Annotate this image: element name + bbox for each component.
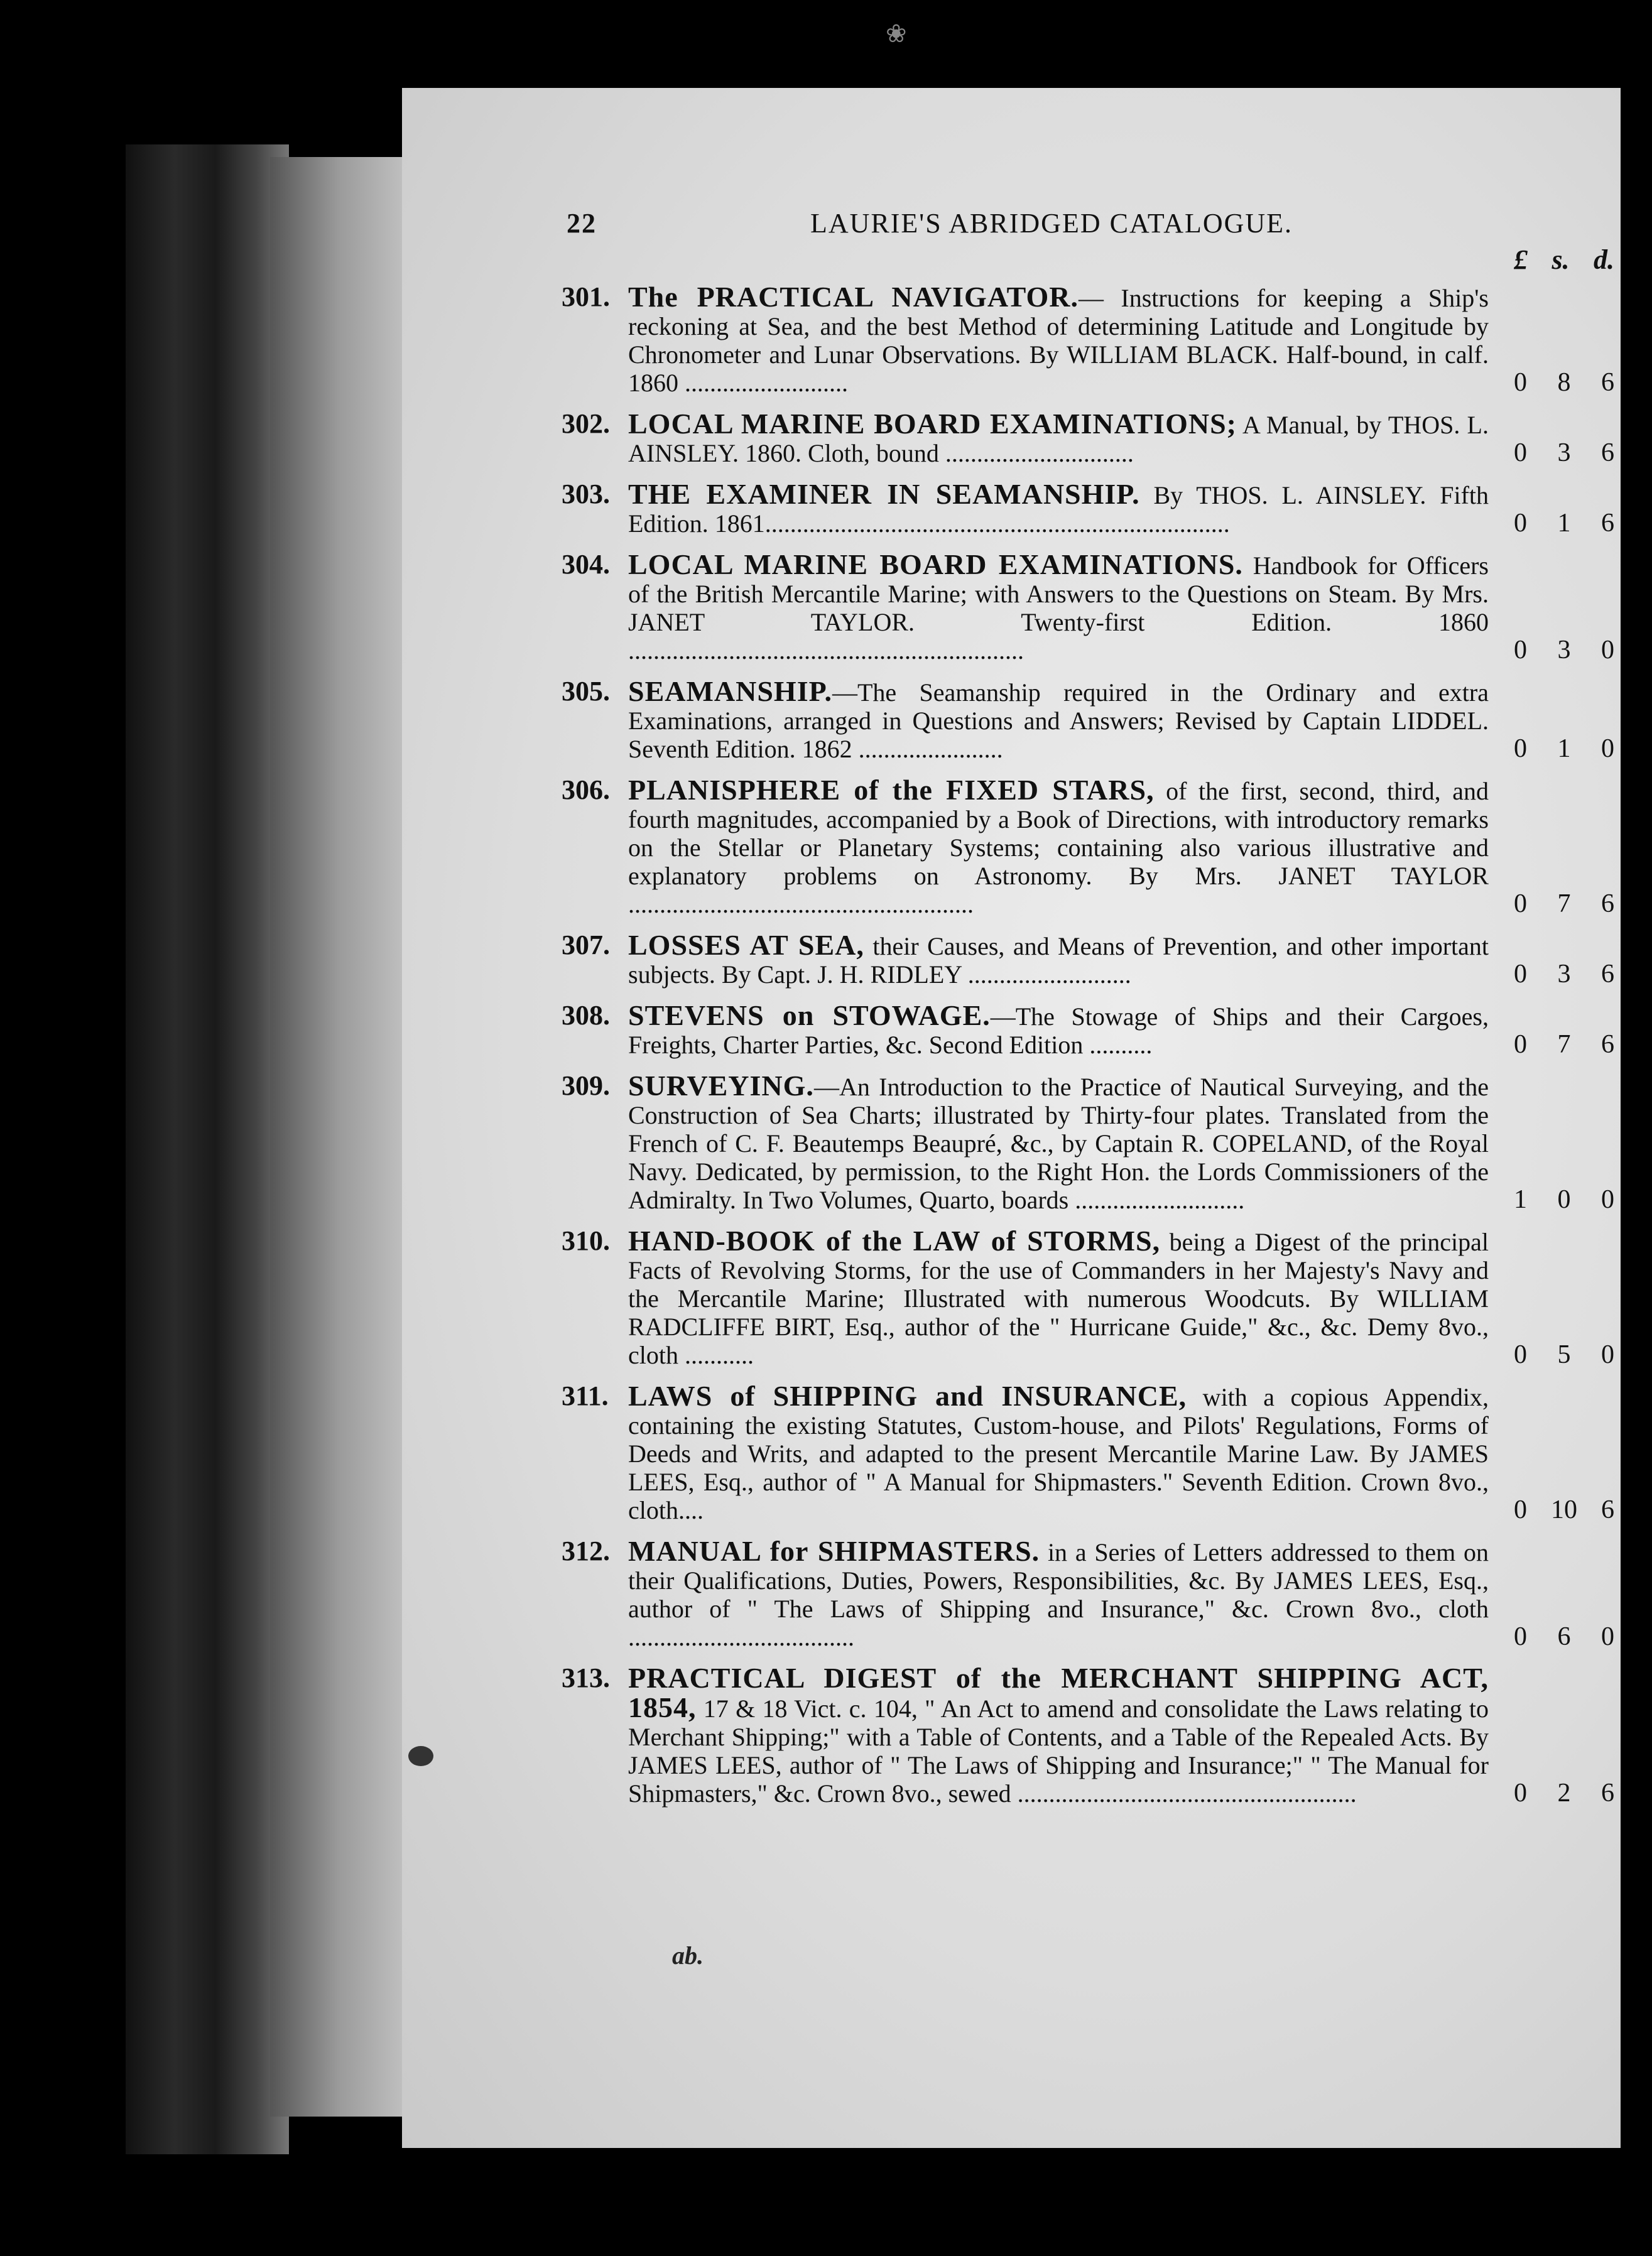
entry-text: Handbook for Officers of the British Mercantile Marine; with Answers to the Questions on Steam. By Mrs. JANET TAYLOR. Twenty-first Edition. 1860 ............................................................... xyxy=(628,551,1489,664)
entry-price xyxy=(1514,636,1614,664)
price-pence: 6 xyxy=(1601,889,1614,918)
price-pence: 0 xyxy=(1601,1622,1614,1651)
entry-price xyxy=(1514,369,1614,397)
signature-mark: ab. xyxy=(672,1941,704,1970)
price-pence: 6 xyxy=(1601,1030,1614,1059)
price-pounds: 0 xyxy=(1514,1779,1527,1808)
entry-title: LOCAL MARINE BOARD EXAMINATIONS. xyxy=(628,548,1243,580)
price-pounds: 0 xyxy=(1514,1340,1527,1369)
entry-description xyxy=(628,931,1489,989)
running-header xyxy=(559,207,1614,251)
price-shillings: 3 xyxy=(1557,636,1571,664)
price-pence: 0 xyxy=(1601,1185,1614,1214)
entry-number: 311. xyxy=(562,1380,609,1411)
entry-text: A Manual, by THOS. L. AINSLEY. 1860. Cloth, bound .............................. xyxy=(628,411,1489,467)
entry-number: 313. xyxy=(562,1662,610,1693)
entry-number: 302. xyxy=(562,408,610,439)
book-spine xyxy=(126,144,289,2154)
price-pence: 6 xyxy=(1601,438,1614,467)
entry-description xyxy=(628,409,1489,467)
catalogue-entry xyxy=(559,409,1614,467)
price-shillings: 8 xyxy=(1557,368,1571,397)
price-pounds: 0 xyxy=(1514,889,1527,918)
entry-price xyxy=(1514,1623,1614,1651)
entry-number: 312. xyxy=(562,1536,610,1566)
entry-number: 308. xyxy=(562,1000,610,1031)
price-pounds: 0 xyxy=(1514,636,1527,664)
entry-description xyxy=(628,677,1489,763)
entry-number: 309. xyxy=(562,1070,610,1101)
entry-number: 307. xyxy=(562,930,610,960)
catalogue-entry xyxy=(559,776,1614,918)
shillings-heading: s. xyxy=(1551,244,1570,275)
entry-title: LAWS of SHIPPING and INSURANCE, xyxy=(628,1380,1187,1412)
entry-number: 305. xyxy=(562,676,610,707)
entry-description xyxy=(628,1537,1489,1651)
price-pence: 0 xyxy=(1601,636,1614,664)
entry-description xyxy=(628,1071,1489,1214)
entry-description xyxy=(628,1664,1489,1808)
entry-description xyxy=(628,1227,1489,1369)
entry-text: —The Seamanship required in the Ordinary and extra Examinations, arranged in Questions and Answers; Revised by Captain LIDDEL. Seventh Edition. 1862 ....................... xyxy=(628,678,1489,763)
entry-number: 306. xyxy=(562,774,610,805)
price-pence: 6 xyxy=(1601,1779,1614,1808)
currency-header xyxy=(1514,244,1614,276)
entry-price xyxy=(1514,890,1614,918)
entry-title: LOSSES AT SEA, xyxy=(628,929,864,961)
price-pounds: 0 xyxy=(1514,1622,1527,1651)
entry-title: STEVENS on STOWAGE. xyxy=(628,999,991,1031)
catalogue-entry xyxy=(559,1227,1614,1369)
price-pounds: 0 xyxy=(1514,1030,1527,1059)
price-pounds: 0 xyxy=(1514,438,1527,467)
entry-price xyxy=(1514,1779,1614,1808)
catalogue-entry xyxy=(559,931,1614,989)
entry-description xyxy=(628,283,1489,397)
price-shillings: 0 xyxy=(1557,1185,1571,1214)
price-pounds: 0 xyxy=(1514,960,1527,989)
entry-description xyxy=(628,1382,1489,1524)
price-pence: 6 xyxy=(1601,509,1614,538)
entry-price xyxy=(1514,509,1614,538)
entry-price xyxy=(1514,735,1614,763)
catalogue-entry xyxy=(559,1382,1614,1524)
pence-heading: d. xyxy=(1594,244,1614,275)
price-pounds: 0 xyxy=(1514,368,1527,397)
entry-number: 301. xyxy=(562,281,610,312)
price-shillings: 3 xyxy=(1557,438,1571,467)
price-pence: 6 xyxy=(1601,368,1614,397)
catalogue-entry xyxy=(559,283,1614,397)
entry-text: — Instructions for keeping a Ship's reckoning at Sea, and the best Method of determining Latitude and Longitude by Chronometer and Lunar Observations. By WILLIAM BLACK. Half-bound, in calf. 1860 .......................... xyxy=(628,284,1489,397)
entry-title: PLANISPHERE of the FIXED STARS, xyxy=(628,774,1155,806)
entry-price xyxy=(1514,1186,1614,1214)
price-shillings: 1 xyxy=(1557,509,1571,538)
entry-text: of the first, second, third, and fourth magnitudes, accompanied by a Book of Directions, with introductory remarks on the Stellar or Planetary Systems; containing also various illustrative and explanatory problems on Astronomy. By Mrs. JANET TAYLOR ....................................................... xyxy=(628,777,1489,918)
catalogue-entry xyxy=(559,550,1614,664)
catalogue-entry xyxy=(559,1537,1614,1651)
price-shillings: 1 xyxy=(1557,734,1571,763)
entry-price xyxy=(1514,439,1614,467)
entry-title: The PRACTICAL NAVIGATOR. xyxy=(628,281,1079,313)
entry-text: By THOS. L. AINSLEY. Fifth Edition. 1861.......................................................................... xyxy=(628,481,1489,538)
entry-text: being a Digest of the principal Facts of Revolving Storms, for the use of Commanders in her Majesty's Navy and the Mercantile Marine; Illustrated with numerous Woodcuts. By WILLIAM RADCLIFFE BIRT, Esq., author of the " Hurricane Guide," &c., &c. Demy 8vo., cloth ........... xyxy=(628,1228,1489,1369)
entry-number: 303. xyxy=(562,479,610,509)
entry-description xyxy=(628,776,1489,918)
price-shillings: 10 xyxy=(1551,1495,1577,1524)
price-shillings: 2 xyxy=(1557,1779,1571,1808)
entry-number: 310. xyxy=(562,1225,610,1256)
price-pence: 0 xyxy=(1601,1340,1614,1369)
entry-title: MANUAL for SHIPMASTERS. xyxy=(628,1535,1040,1567)
catalogue-entry xyxy=(559,1001,1614,1059)
page-content xyxy=(559,207,1614,1808)
price-pounds: 1 xyxy=(1514,1185,1527,1214)
entry-title: LOCAL MARINE BOARD EXAMINATIONS; xyxy=(628,408,1237,440)
ornament-icon: ❀ xyxy=(886,19,907,48)
entry-text: 17 & 18 Vict. c. 104, " An Act to amend and consolidate the Laws relating to Merchant Shipping;" with a Table of Contents, and a Table of the Repealed Acts. By JAMES LEES, author of " The Laws of Shipping and Insurance;" " The Manual for Shipmasters," &c. Crown 8vo., sewed ...................................................... xyxy=(628,1695,1489,1808)
price-shillings: 5 xyxy=(1557,1340,1571,1369)
entry-text: with a copious Appendix, containing the existing Statutes, Custom-house, and Pilots' Regulations, Forms of Deeds and Writs, and adapted to the present Mercantile Marine Law. By JAMES LEES, Esq., author of " A Manual for Shipmasters." Seventh Edition. Crown 8vo., cloth.... xyxy=(628,1383,1489,1524)
page-number: 22 xyxy=(567,208,597,239)
entry-description xyxy=(628,1001,1489,1059)
pounds-heading: £ xyxy=(1514,244,1528,275)
entry-title: HAND-BOOK of the LAW of STORMS, xyxy=(628,1225,1161,1257)
entry-title: THE EXAMINER IN SEAMANSHIP. xyxy=(628,478,1140,510)
price-pounds: 0 xyxy=(1514,1495,1527,1524)
entry-title: PRACTICAL DIGEST of the MERCHANT SHIPPING ACT, 1854, xyxy=(628,1662,1489,1723)
price-shillings: 3 xyxy=(1557,960,1571,989)
ink-blot xyxy=(408,1746,433,1766)
price-pence: 6 xyxy=(1601,960,1614,989)
entry-price xyxy=(1514,1341,1614,1369)
price-shillings: 7 xyxy=(1557,889,1571,918)
entry-price xyxy=(1514,1496,1614,1524)
price-shillings: 6 xyxy=(1557,1622,1571,1651)
entry-description xyxy=(628,550,1489,664)
catalogue-entry xyxy=(559,1071,1614,1214)
entry-title: SEAMANSHIP. xyxy=(628,675,832,707)
catalogue-entries xyxy=(559,283,1614,1820)
entry-text: —An Introduction to the Practice of Nautical Surveying, and the Construction of Sea Charts; illustrated by Thirty-four plates. Translated from the French of C. F. Beautemps Beaupré, &c., by Captain R. COPELAND, of the Royal Navy. Dedicated, by permission, to the Right Hon. the Lords Commissioners of the Admiralty. In Two Volumes, Quarto, boards ........................... xyxy=(628,1073,1489,1214)
entry-price xyxy=(1514,1031,1614,1059)
price-pence: 6 xyxy=(1601,1495,1614,1524)
entry-number: 304. xyxy=(562,549,610,580)
price-pounds: 0 xyxy=(1514,509,1527,538)
entry-text: in a Series of Letters addressed to them on their Qualifications, Duties, Powers, Responsibilities, &c. By JAMES LEES, Esq., author of " The Laws of Shipping and Insurance," &c. Crown 8vo., cloth .................................... xyxy=(628,1538,1489,1651)
price-pence: 0 xyxy=(1601,734,1614,763)
entry-text: —The Stowage of Ships and their Cargoes, Freights, Charter Parties, &c. Second Edition .......... xyxy=(628,1002,1489,1059)
page-edges xyxy=(270,157,421,2117)
price-pounds: 0 xyxy=(1514,734,1527,763)
price-shillings: 7 xyxy=(1557,1030,1571,1059)
entry-price xyxy=(1514,960,1614,989)
entry-title: SURVEYING. xyxy=(628,1070,814,1102)
entry-description xyxy=(628,480,1489,538)
catalogue-entry xyxy=(559,677,1614,763)
page-title: LAURIE'S ABRIDGED CATALOGUE. xyxy=(810,208,1293,239)
catalogue-entry xyxy=(559,480,1614,538)
catalogue-entry xyxy=(559,1664,1614,1808)
entry-text: their Causes, and Means of Prevention, and other important subjects. By Capt. J. H. RIDLEY .......................... xyxy=(628,932,1489,989)
